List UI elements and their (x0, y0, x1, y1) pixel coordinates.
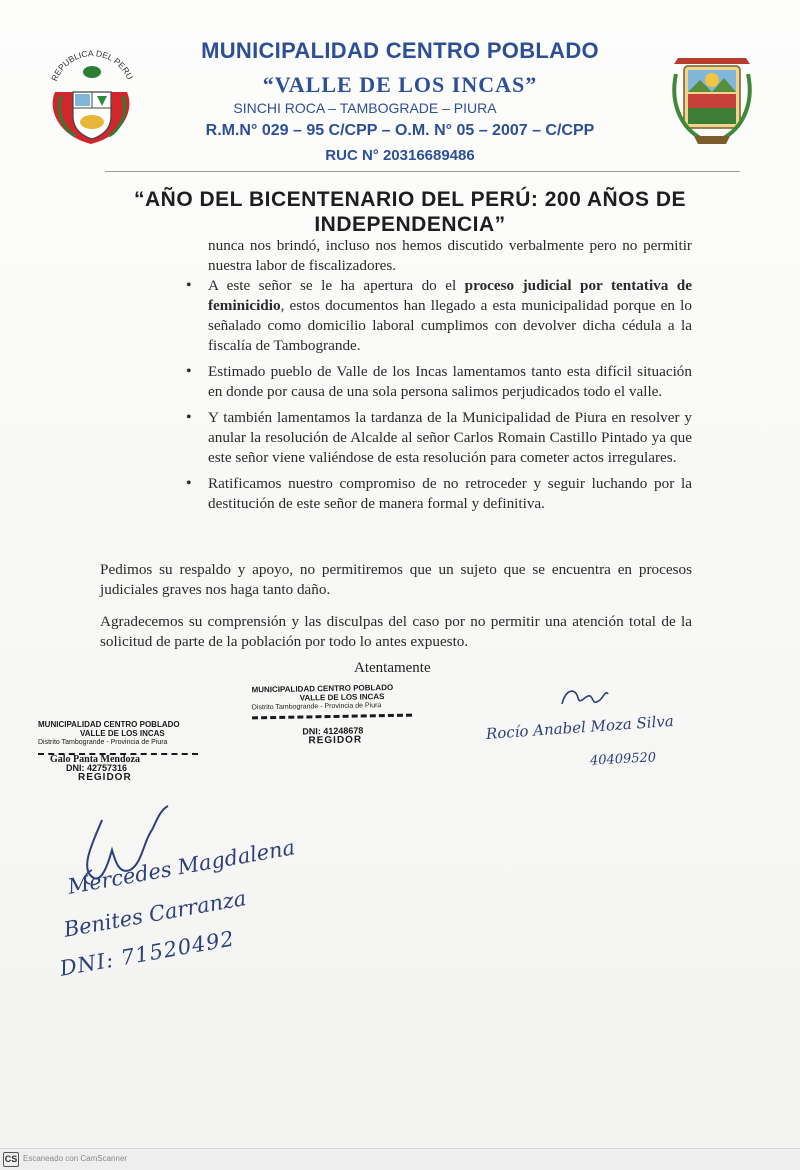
seal-line: VALLE DE LOS INCAS (299, 692, 385, 703)
peru-coat-of-arms-icon (45, 40, 140, 152)
header-location: SINCHI ROCA – TAMBOGRADE – PIURA (233, 100, 497, 116)
seal-role: REGIDOR (308, 734, 363, 747)
continuation-text: nunca nos brindó, incluso nos hemos discutido verbalmente pero no permitir nuestra labor de fiscalizadores. (208, 237, 692, 274)
seal-role: REGIDOR (78, 772, 132, 783)
scanner-footer (0, 1148, 800, 1170)
header-title: MUNICIPALIDAD CENTRO POBLADO (201, 38, 599, 63)
header-rmn: R.M.N° 029 – 95 C/CPP – O.M. N° 05 – 2007 – C/CPP (205, 122, 595, 139)
list-item (208, 276, 692, 356)
list-item (208, 362, 692, 402)
left-seal-stamp (38, 720, 198, 782)
year-title: “AÑO DEL BICENTENARIO DEL PERÚ: 200 AÑOS DE INDEPENDENCIA” (133, 188, 687, 236)
seal-line: Distrito Tambogrande - Provincia de Piura (251, 702, 382, 712)
center-seal-stamp (251, 683, 412, 747)
bullet-text: Ratificamos nuestro compromiso de no retroceder y seguir luchando por la destitución de este señor de manera formal y definitiva. (208, 475, 692, 512)
bullet-list (208, 276, 692, 520)
list-item (208, 474, 692, 514)
seal-line: VALLE DE LOS INCAS (80, 729, 165, 738)
bullet-bold-text: proceso judicial por tentativa de feminicidio (208, 277, 692, 314)
camscanner-logo-icon: CS (3, 1152, 19, 1167)
paragraph-support: Pedimos su respaldo y apoyo, no permitiremos que un sujeto que se encuentra en procesos judiciales graves nos haga tanto daño. (100, 561, 692, 598)
bullet-text: A este señor se le ha apertura do el (208, 277, 465, 294)
header-ruc: RUC N° 20316689486 (325, 147, 475, 164)
bullet-text: Y también lamentamos la tardanza de la Municipalidad de Piura en resolver y anular la resolución de Alcalde al señor Carlos Romain Castillo Pintado ya que este señor viene valiéndose de esta resolución para cometer actos irregulares. (208, 409, 692, 466)
bullet-text-end: , estos documentos han llegado a esta municipalidad porque en lo señalado como domicilio laboral cumplimos con devolver dicha cédula a la fiscalía de Tambogrande. (208, 297, 692, 354)
svg-text:REPUBLICA DEL PERU: REPUBLICA DEL PERU (49, 48, 136, 83)
list-item (208, 408, 692, 468)
bullet-text: Estimado pueblo de Valle de los Incas lamentamos tanto esta difícil situación en donde por causa de una sola persona salimos perjudicados todo el valle. (208, 363, 692, 400)
signature-flourish-right (556, 684, 612, 714)
paragraph-thanks: Agradecemos su comprensión y las disculpas del caso por no permitir una atención total de la solicitud de parte de la población por todo lo antes expuesto. (100, 613, 692, 650)
seal-dni: DNI: 42757316 (66, 763, 128, 773)
header-divider (105, 171, 740, 172)
seal-line: Distrito Tambogrande - Provincia de Piura (38, 739, 168, 746)
signature-right-name: Rocío Anabel Moza Silva (485, 711, 675, 743)
seal-name: Galo Panta Mendoza (38, 753, 198, 764)
signature-right-number: 40409520 (589, 750, 657, 769)
district-shield-icon (668, 44, 756, 148)
header-subtitle: “VALLE DE LOS INCAS” (262, 72, 538, 97)
closing-text: Atentamente (354, 660, 431, 676)
seal-line: MUNICIPALIDAD CENTRO POBLADO (38, 720, 180, 729)
seal-dni: DNI: 41248678 (302, 725, 364, 737)
scanner-watermark-text: Escaneado con CamScanner (23, 1154, 128, 1163)
signature-bottom-line2: Benites Carranza (61, 886, 248, 942)
signature-bottom-dni: DNI: 71520492 (57, 926, 237, 981)
seal-line: MUNICIPALIDAD CENTRO POBLADO (251, 682, 394, 695)
signature-bottom-line1: Mercedes Magdalena (65, 835, 297, 899)
